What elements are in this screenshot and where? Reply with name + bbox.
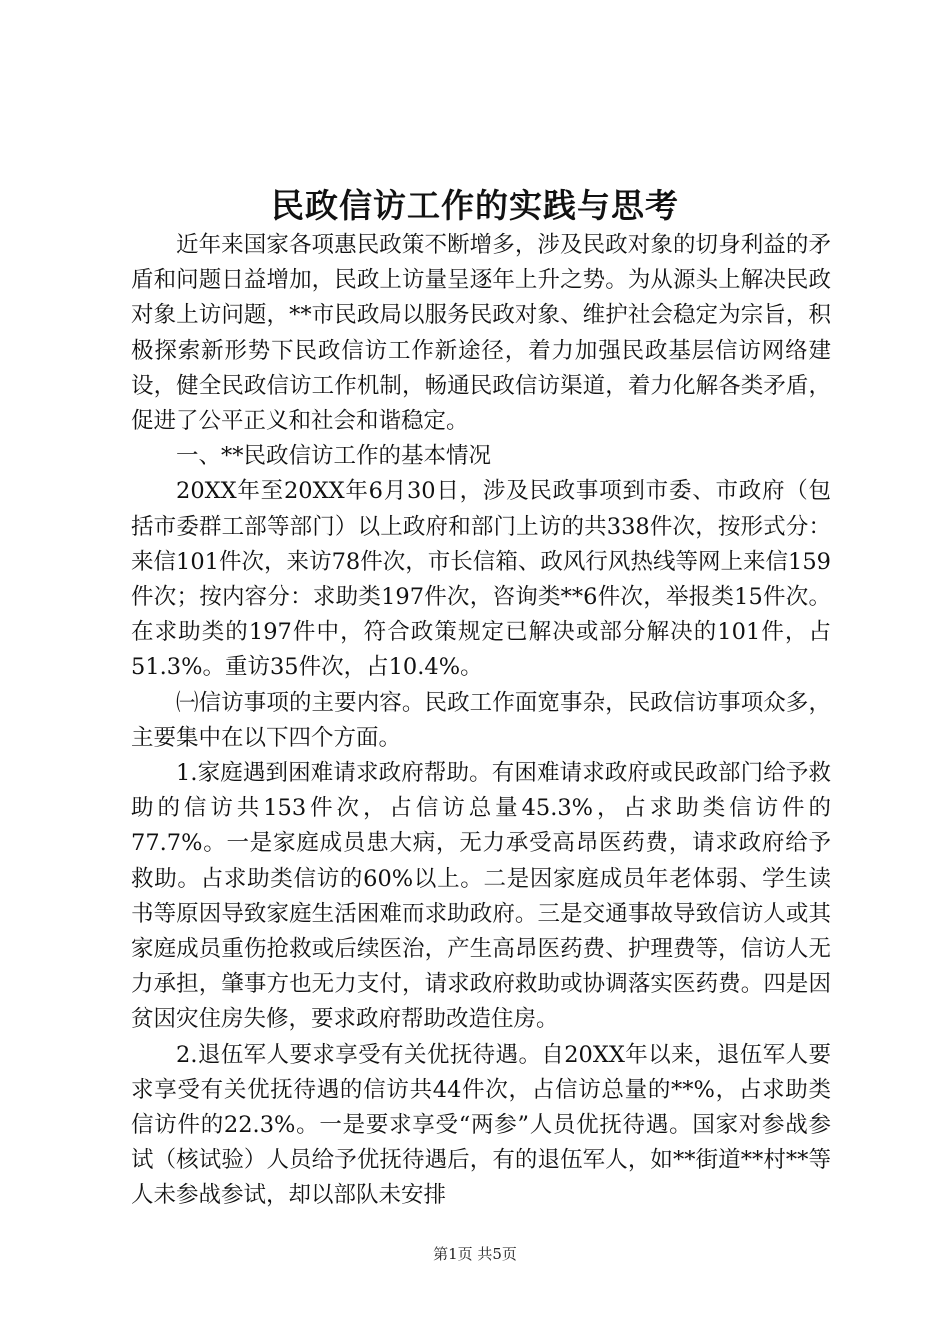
paragraph-main-content: ㈠信访事项的主要内容。民政工作面宽事杂，民政信访事项众多，主要集中在以下四个方面。 (131, 689, 831, 751)
paragraph-item-1: 1.家庭遇到困难请求政府帮助。有困难请求政府或民政部门给予救助的信访共153件次，占信访总量45.3%，占求助类信访件的77.7%。一是家庭成员患大病，无力承受高昂医药费，请求政府给予救助。占求助类信访的60%以上。二是因家庭成员年老体弱、学生读书等原因导致家庭生活困难而求助政府。三是交通事故导致信访人或其家庭成员重伤抢救或后续医治，产生高昂医药费、护理费等，信访人无力承担，肇事方也无力支付，请求政府救助或协调落实医药费。四是因贫因灾住房失修，要求政府帮助改造住房。 (131, 760, 831, 1033)
paragraph-statistics: 20XX年至20XX年6月30日，涉及民政事项到市委、市政府（包括市委群工部等部门）以上政府和部门上访的共338件次，按形式分：来信101件次，来访78件次，市长信箱、政风行风热线等网上来信159件次；按内容分：求助类197件次，咨询类**6件次，举报类15件次。在求助类的197件中，符合政策规定已解决或部分解决的101件，占51.3%。重访35件次，占10.4%。 (131, 478, 831, 681)
paragraph-item-2: 2.退伍军人要求享受有关优抚待遇。自20XX年以来，退伍军人要求享受有关优抚待遇的信访共44件次，占信访总量的**%，占求助类信访件的22.3%。一是要求享受“两参”人员优抚待遇。国家对参战参试（核试验）人员给予优抚待遇后，有的退伍军人，如**街道**村**等人未参战参试，却以部队未安排 (131, 1041, 831, 1209)
page-number-footer: 第1页 共5页 (433, 1245, 517, 1263)
paragraph-intro: 近年来国家各项惠民政策不断增多，涉及民政对象的切身利益的矛盾和问题日益增加，民政上访量呈逐年上升之势。为从源头上解决民政对象上访问题，**市民政局以服务民政对象、维护社会稳定为宗旨，积极探索新形势下民政信访工作新途径，着力加强民政基层信访网络建设，健全民政信访工作机制，畅通民政信访渠道，着力化解各类矛盾，促进了公平正义和社会和谐稳定。 (131, 232, 831, 435)
document-body (131, 228, 831, 1214)
section-heading: 一、**民政信访工作的基本情况 (176, 443, 492, 470)
document-title: 民政信访工作的实践与思考 (271, 186, 679, 225)
